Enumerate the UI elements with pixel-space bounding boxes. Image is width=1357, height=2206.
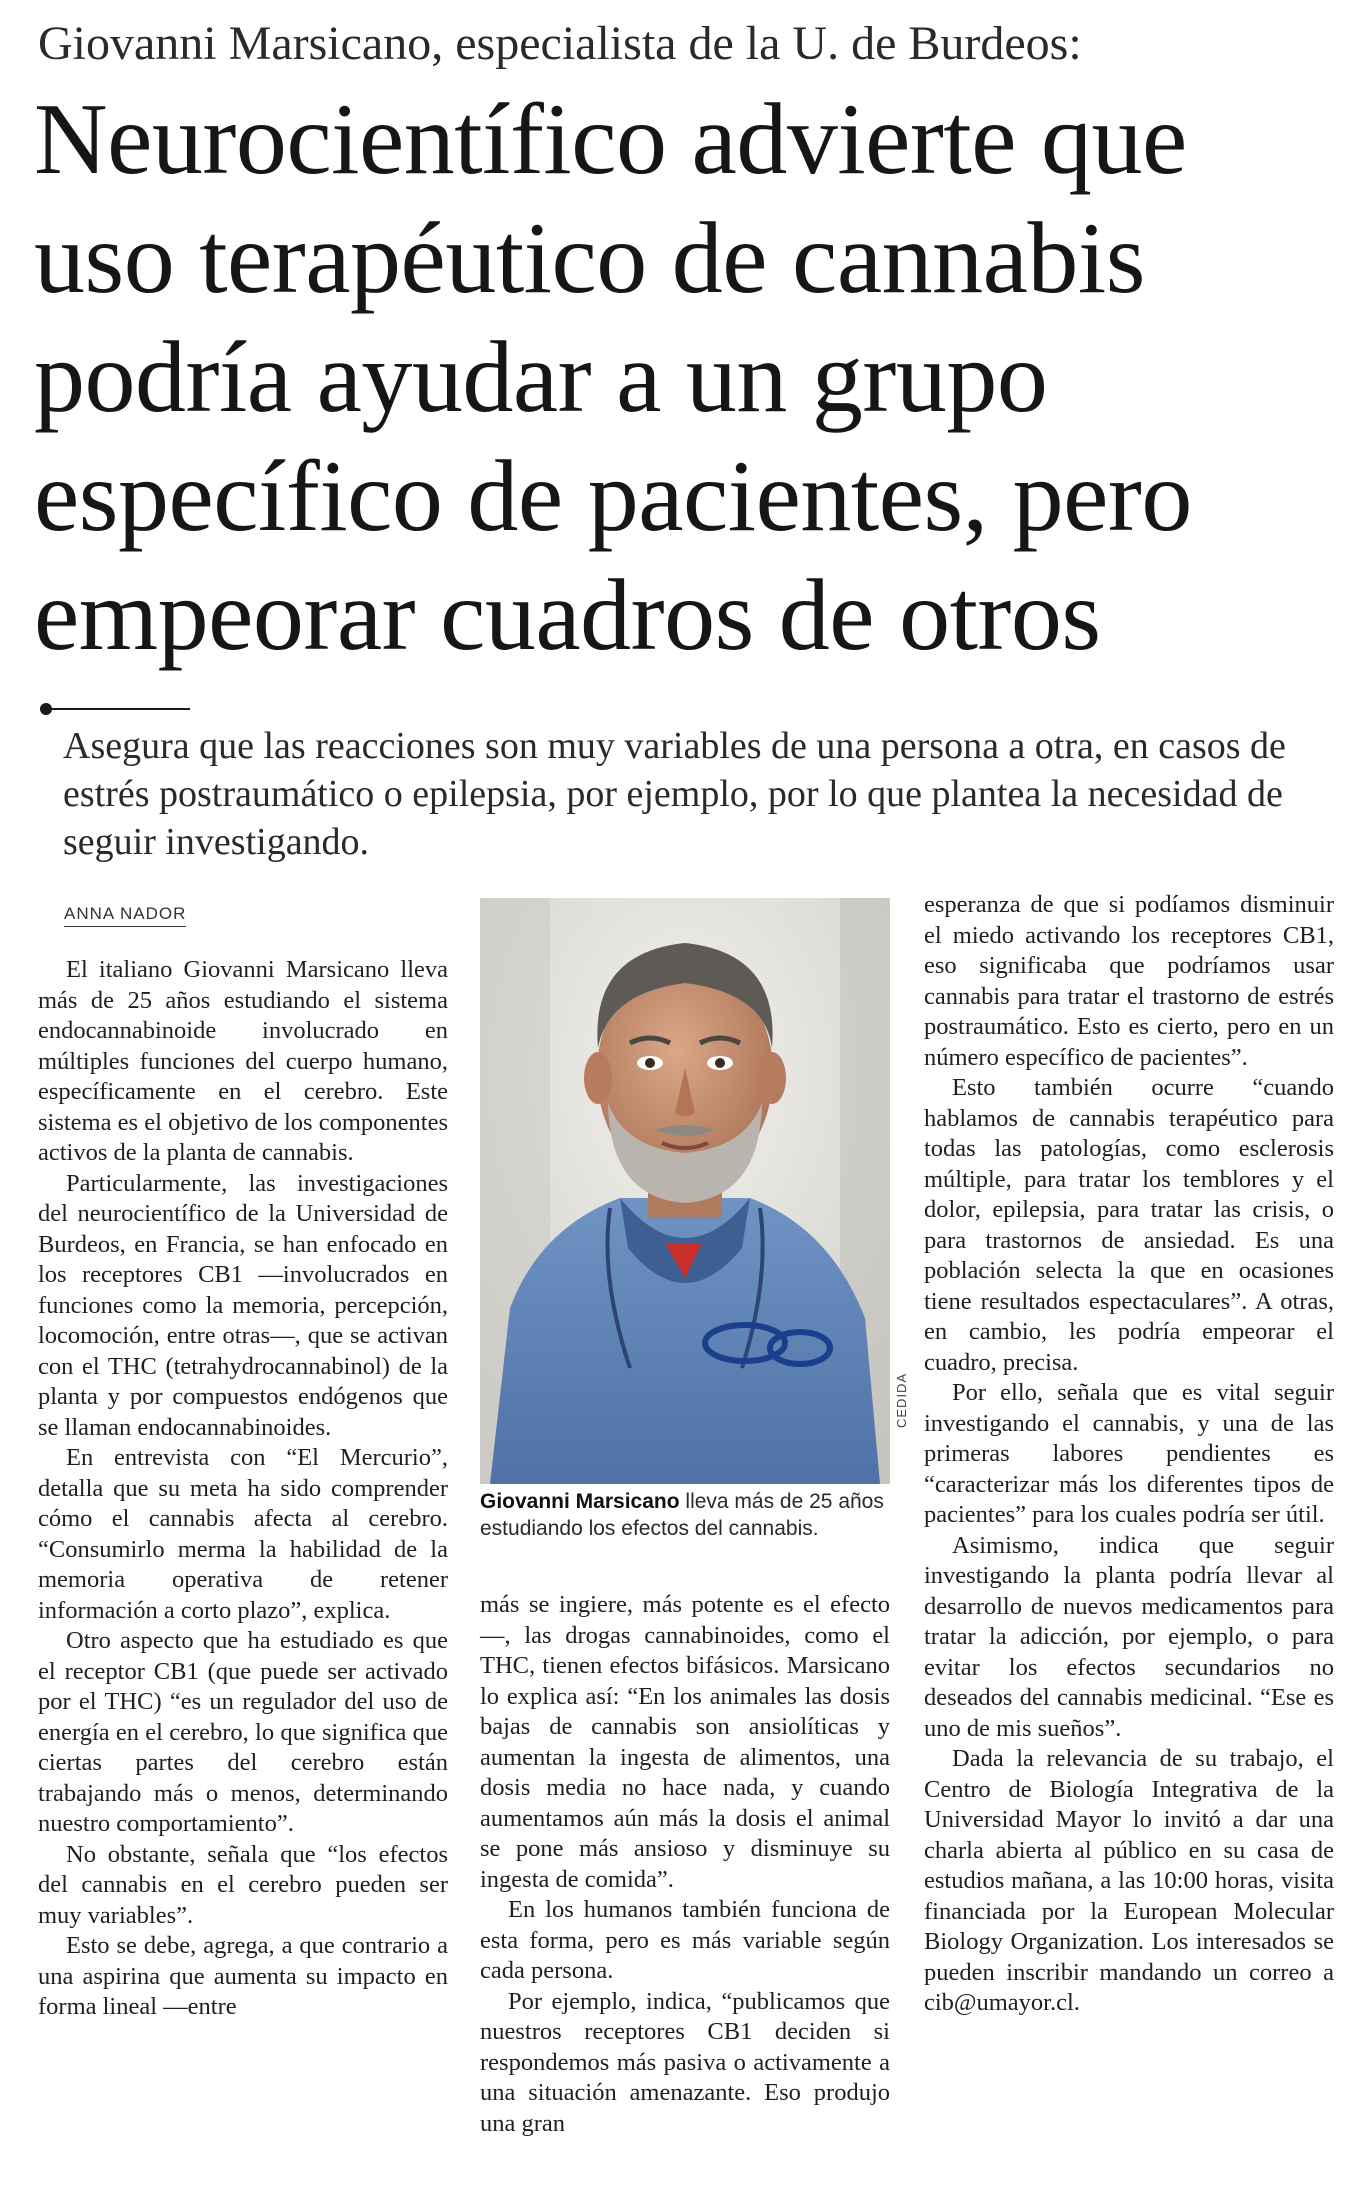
- paragraph: Por ejemplo, indica, “publicamos que nuestros receptores CB1 deciden si respondemos más pasiva o activamente a una situación amenazante. Eso produjo una gran: [480, 1987, 890, 2137]
- paragraph: En entrevista con “El Mercurio”, detalla que su meta ha sido comprender cómo el cannabis afecta al cerebro. “Consumirlo merma la habilidad de la memoria operativa de retener información a corto plazo”, explica.: [38, 1444, 448, 1624]
- rule-dot: [40, 703, 52, 715]
- paragraph: esperanza de que si podíamos disminuir el miedo activando los receptores CB1, eso significaba que podríamos usar cannabis para tratar el trastorno de estrés postraumático. Esto es cierto, pero en un número específico de pacientes”.: [924, 891, 1334, 1071]
- paragraph: Por ello, señala que es vital seguir investigando el cannabis, y una de las primeras labores pendientes es “caracterizar más los diferentes tipos de pacientes” para los cuales podría ser útil.: [924, 1379, 1334, 1528]
- paragraph: Esto se debe, agrega, a que contrario a una aspirina que aumenta su impacto en forma lineal —entre: [38, 1932, 448, 2020]
- kicker: Giovanni Marsicano, especialista de la U. de Burdeos:: [38, 17, 1082, 70]
- paragraph: Particularmente, las investigaciones del neurocientífico de la Universidad de Burdeos, en Francia, se han enfocado en los receptores CB1 —involucrados en funciones como la memoria, percepción, locomoción, entre otras—, que se activan con el THC (tetrahydrocannabinol) de la planta y por compuestos endógenos que se llaman endocannabinoides.: [38, 1169, 448, 1441]
- column-1: [38, 955, 448, 2023]
- headline: Neurocientífico advierte que uso terapéutico de cannabis podría ayudar a un grupo específico de pacientes, pero empeorar cuadros de otros: [34, 83, 1192, 672]
- photo-credit: CEDIDA: [894, 1372, 909, 1428]
- deck: Asegura que las reacciones son muy variables de una persona a otra, en casos de estrés postraumático o epilepsia, por ejemplo, por lo que plantea la necesidad de seguir investigando.: [63, 725, 1286, 863]
- paragraph: Esto también ocurre “cuando hablamos de cannabis terapéutico para todas las patologías, como esclerosis múltiple, para tratar los temblores y el dolor, epilepsia, para tratar las crisis, o para trastornos de ansiedad. Es una población selecta la que en ocasiones tiene resultados espectaculares”. A otras, en cambio, les podría empeorar el cuadro, precisa.: [924, 1074, 1334, 1376]
- paragraph: En los humanos también funciona de esta forma, pero es más variable según cada persona.: [480, 1896, 890, 1984]
- portrait-illustration: [480, 898, 890, 1484]
- paragraph: más se ingiere, más potente es el efecto—, las drogas cannabinoides, como el THC, tienen efectos bifásicos. Marsicano lo explica así: “En los animales las dosis bajas de cannabis son ansiolíticas y aumentan la ingesta de alimentos, una dosis media no hace nada, y cuando aumentamos aún más la dosis el animal se pone más ansioso y disminuye su ingesta de comida”.: [480, 1591, 890, 1893]
- rule-line: [52, 708, 190, 710]
- caption-text: lleva más de 25 años estudiando los efectos del cannabis.: [480, 1490, 884, 1540]
- paragraph: Dada la relevancia de su trabajo, el Centro de Biología Integrativa de la Universidad Mayor lo invitó a dar una charla abierta al público en su casa de estudios mañana, a las 10:00 horas, visita financiada por la European Molecular Biology Organization. Los interesados se pueden inscribir mandando un correo a cib@umayor.cl.: [924, 1745, 1334, 2016]
- paragraph: El italiano Giovanni Marsicano lleva más de 25 años estudiando el sistema endocannabinoide involucrado en múltiples funciones del cuerpo humano, específicamente en el cerebro. Este sistema es el objetivo de los componentes activos de la planta de cannabis.: [38, 956, 448, 1166]
- column-3: [924, 890, 1334, 2019]
- paragraph: Otro aspecto que ha estudiado es que el receptor CB1 (que puede ser activado por el THC) “es un regulador del uso de energía en el cerebro, lo que significa que ciertas partes del cerebro están trabajando más o menos, determinando nuestro comportamiento”.: [38, 1627, 448, 1837]
- portrait-photo: [480, 898, 890, 1484]
- column-2: [480, 1590, 890, 2139]
- paragraph: No obstante, señala que “los efectos del cannabis en el cerebro pueden ser muy variables”.: [38, 1840, 448, 1929]
- photo-caption: [480, 1488, 900, 1542]
- caption-name: Giovanni Marsicano: [480, 1490, 680, 1513]
- byline: ANNA NADOR: [64, 904, 186, 927]
- paragraph: Asimismo, indica que seguir investigando la planta podría llevar al desarrollo de nuevos medicamentos para tratar la adicción, por ejemplo, o para evitar los efectos secundarios no deseados del cannabis medicinal. “Ese es uno de mis sueños”.: [924, 1531, 1334, 1742]
